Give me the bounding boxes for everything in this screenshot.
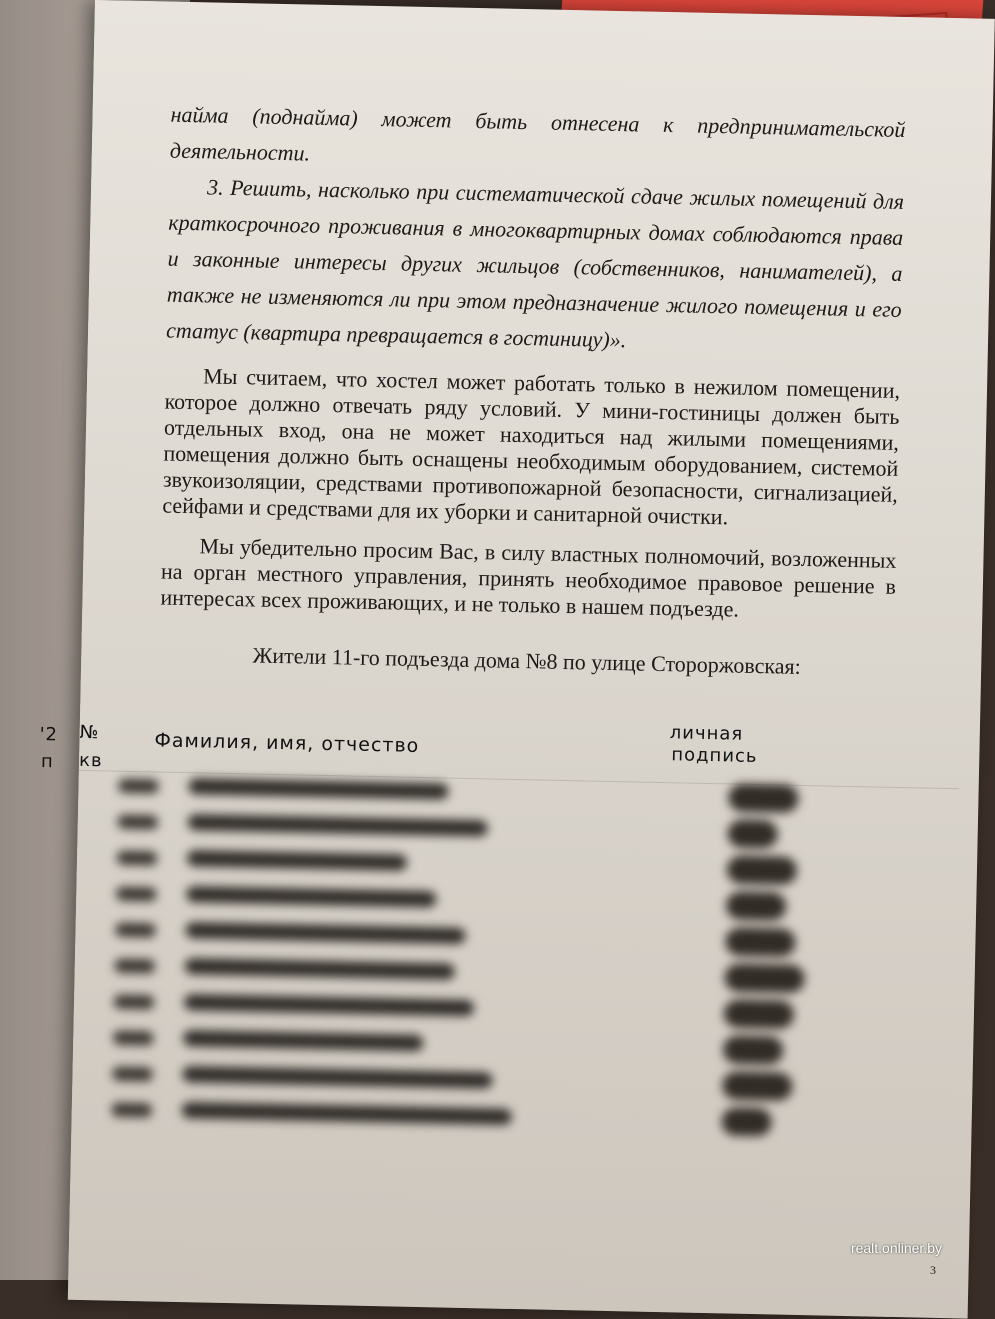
body-section: [160, 363, 900, 626]
body-paragraph-2: Мы убедительно просим Вас, в силу властных полномочий, возложенных на орган местного управления, принять необходимое правовое решение в интересах всех проживающих, и не только в нашем подъезде.: [160, 533, 897, 622]
residents-heading: Жители 11-го подъезда дома №8 по улице Стороржовская:: [252, 642, 802, 679]
page-number: 3: [930, 1263, 936, 1277]
handwritten-row-prefix: '2: [39, 724, 59, 746]
blurred-signature-list: [111, 771, 938, 1148]
handwritten-apartment-label: кв: [78, 749, 103, 772]
document-page: [39, 0, 995, 1319]
handwritten-signature-header-top: личная: [669, 722, 744, 745]
quote-paragraph-1: найма (поднайма) может быть отнесена к предпринимательской деятельности.: [169, 101, 906, 166]
handwritten-signature-header-bottom: подпись: [671, 744, 758, 768]
body-paragraph-1: Мы считаем, что хостел может работать только в нежилом помещении, которое должно отвечать ряду условий. У мини-гостиницы должен быть отдельных вход, она не может находиться над жилыми помещениями, помещения должно быть оснащены необходимым оборудованием, системой звукоизоляции, средствами противопожарной безопасности, сигнализацией, сейфами и средствами для их уборки и санитарной очистки.: [162, 363, 901, 530]
document-content: [159, 97, 906, 682]
handwritten-row-label: п: [40, 751, 55, 773]
handwritten-number-sign: №: [79, 721, 100, 744]
quote-paragraph-2: 3. Решить, насколько при систематической сдаче жилых помещений для краткосрочного проживания в многоквартирных домах соблюдаются права и законные интересы других жильцов (собственников, нанимателей), а также не изменяются ли при этом предназначение жилого помещения и его статус (квартира превращается в гостиницу)».: [165, 174, 905, 353]
site-watermark: realt.onliner.by: [850, 1240, 942, 1256]
quoted-section: [166, 97, 906, 364]
handwritten-name-header: Фамилия, имя, отчество: [154, 729, 420, 757]
